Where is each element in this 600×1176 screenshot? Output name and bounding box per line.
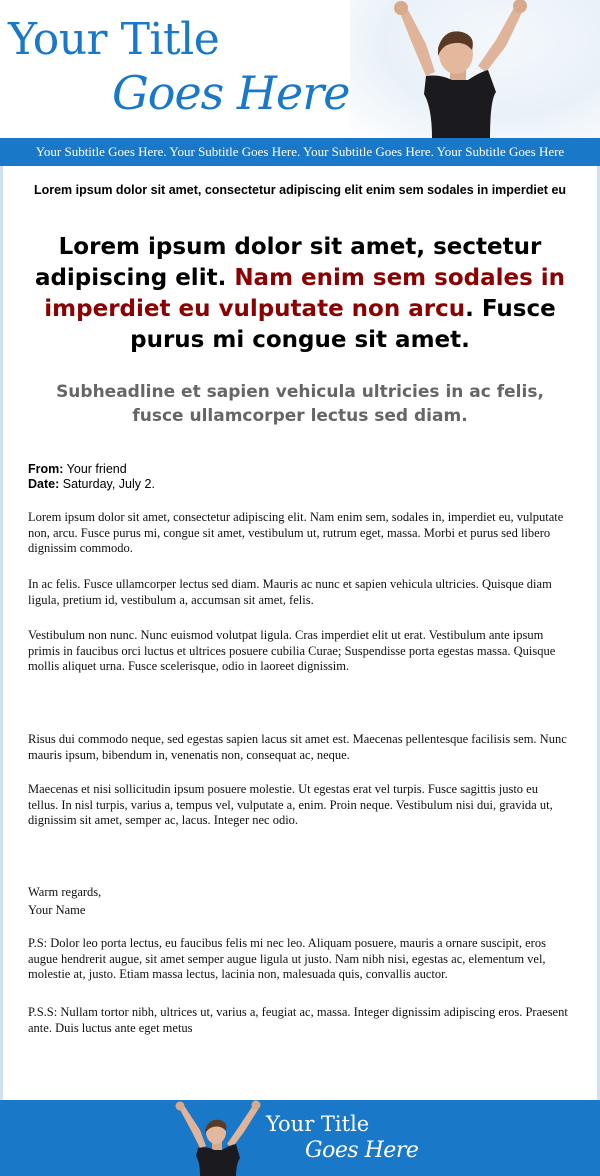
headline-highlight: Nam enim sem sodales in imperdiet eu vulputate non arcu: [44, 265, 566, 322]
body-paragraph-4: Risus dui commodo neque, sed egestas sapien lacus sit amet est. Maecenas pellentesque facilisis sem. Nunc mauris ipsum, bibendum in, venenatis non, consequat ac, neque.: [28, 732, 567, 762]
from-label: From:: [28, 462, 64, 476]
title-line-2: Goes Here: [112, 66, 350, 120]
footer-man-arms-raised-icon: [170, 1100, 265, 1176]
body-paragraph-3: Vestibulum non nunc. Nunc euismod volutpat ligula. Cras imperdiet elit ut erat. Vestibulum ante ipsum primis in faucibus orci luctus et ultrices posuere cubilia Curae; Suspendisse porta egestas massa. Quisque mollis aliquet urna. Fusce scelerisque, odio in laoreet dignissim.: [28, 628, 556, 673]
date-value: Saturday, July 2.: [62, 477, 155, 491]
post-postscript: P.S.S: Nullam tortor nibh, ultrices ut, varius a, feugiat ac, massa. Integer dignissim adipiscing eros. Praesent ante. Duis luctus ante eget metus: [28, 1005, 568, 1035]
letter-meta: [28, 462, 155, 492]
header: [0, 0, 600, 138]
subheadline: Subheadline et sapien vehicula ultricies in ac felis, fusce ullamcorper lectus sed diam.: [56, 382, 544, 426]
footer-title-line-1: Your Title: [266, 1112, 370, 1136]
preheadline: Lorem ipsum dolor sit amet, consectetur adipiscing elit enim sem sodales in imperdiet eu: [33, 183, 567, 197]
postscript: P.S: Dolor leo porta lectus, eu faucibus felis mi nec leo. Aliquam posuere, mauris a ornare suscipit, eros augue hendrerit augue, sit amet semper augue ligula ut justo. Nam nibh nisi, egestas ac, elementum vel, molestie at, justo. Etiam massa lectus, lacinia non, malesuada quis, convallis auctor.: [28, 936, 546, 981]
signature: Your Name: [28, 903, 86, 917]
title-line-1: Your Title: [8, 14, 220, 65]
footer-title-line-2: Goes Here: [305, 1138, 419, 1163]
footer: [0, 1100, 600, 1176]
subtitle-text: Your Subtitle Goes Here. Your Subtitle Goes Here. Your Subtitle Goes Here. Your Subtitle Goes Here: [35, 144, 565, 159]
date-label: Date:: [28, 477, 60, 491]
from-value: Your friend: [66, 462, 127, 476]
man-arms-raised-icon: [340, 0, 600, 138]
date-line: [28, 477, 155, 492]
body-paragraph-2: In ac felis. Fusce ullamcorper lectus sed diam. Mauris ac nunc et sapien vehicula ultricies. Quisque diam ligula, pretium id, vestibulum a, accumsan sit amet, felis.: [28, 577, 552, 607]
signoff: Warm regards,: [28, 885, 102, 899]
headline: [24, 232, 576, 356]
body-paragraph-1: Lorem ipsum dolor sit amet, consectetur adipiscing elit. Nam enim sem, sodales in, imperdiet eu, vulputate non, arcu. Fusce purus mi, congue sit amet, vestibulum ut, rutrum eget, massa. Morbi et purus sed libero dignissim commodo.: [28, 510, 564, 555]
body-paragraph-5: Maecenas et nisi sollicitudin ipsum posuere molestie. Ut egestas erat vel turpis. Fusce sagittis justo eu tellus. In nisl turpis, varius a, tempus vel, vulputate a, enim. Proin neque. Vestibulum nisi dui, gravida ut, dignissim sit amet, semper ac, lacus. Integer nec odio.: [28, 782, 553, 827]
header-title: [8, 14, 378, 133]
headline-part-3: . Fusce purus mi congue sit amet.: [130, 296, 556, 353]
subtitle-bar: [0, 138, 600, 166]
from-line: [28, 462, 155, 477]
headline-part-1: Lorem ipsum dolor sit amet, sectetur adipiscing elit.: [34, 234, 542, 291]
